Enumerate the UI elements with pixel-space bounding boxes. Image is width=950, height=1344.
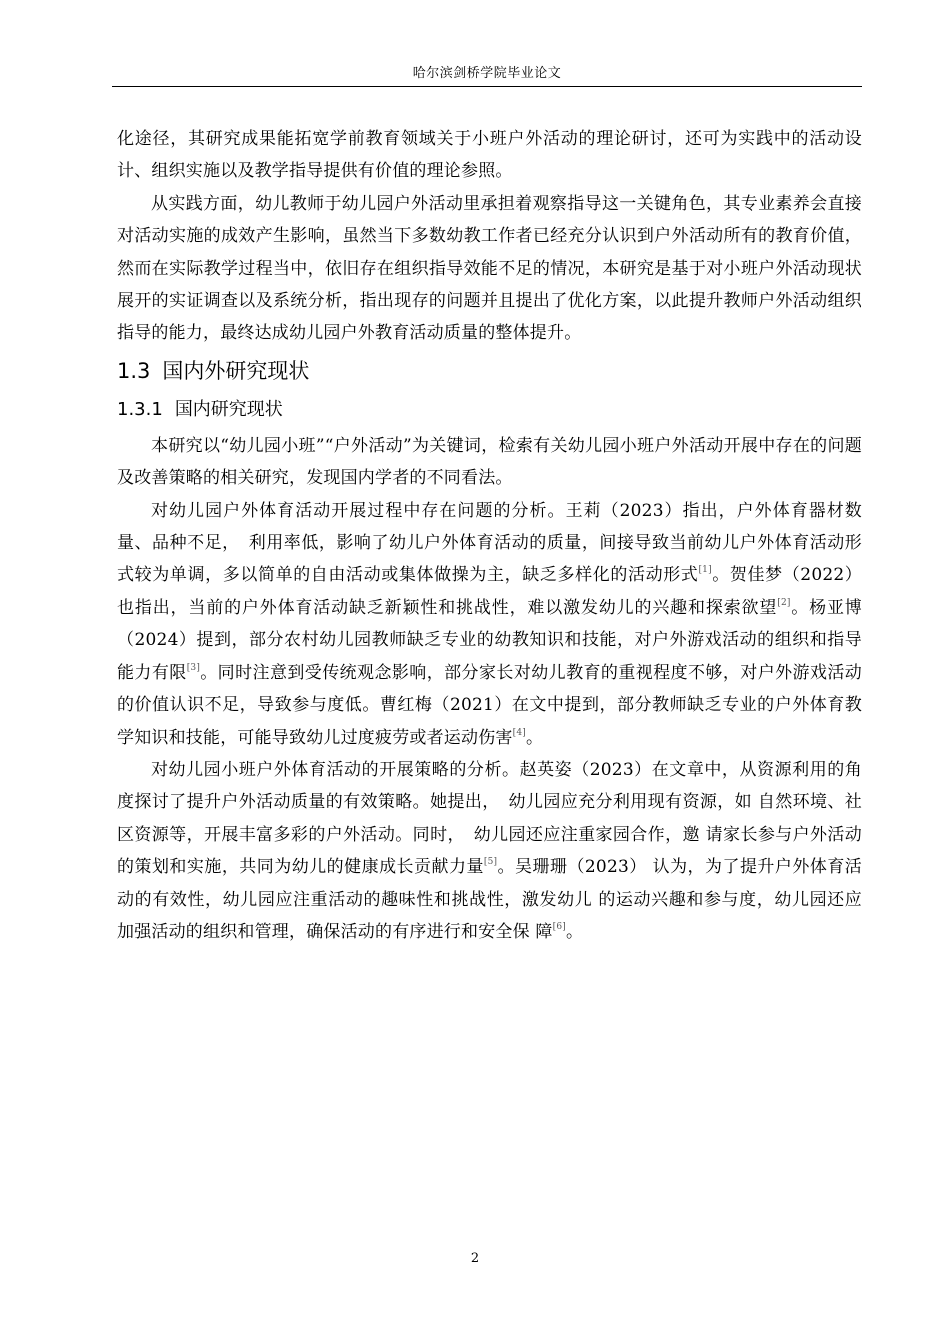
text-run: 。同时注意到受传统观念影响，部分家长对幼儿教育的重视程度不够，对户外游戏活动的价值认识不足，导致参与度低。曹红梅（2021）在文中提到，部分教师缺乏专业的户外体育教学知识和技能，可能导致幼儿过度疲劳或者运动伤害 bbox=[117, 662, 862, 748]
text-run: 。吴珊珊（2023） 认为，为了提升户外体育活动的有效性，幼儿园应注重活动的趣味性和挑战性，激发幼儿 的运动兴趣和参与度，幼儿园还应加强活动的组织和管理，确保活动的有序进行和安全保 障 bbox=[117, 857, 862, 942]
citation-ref[interactable]: [2] bbox=[777, 597, 791, 608]
text-run: 。贺佳梦（2022）也指出，当前的户外体育活动缺乏新颖性和挑战性，难以激发幼儿的兴趣和探索欲望 bbox=[117, 565, 862, 618]
text-run: 对幼儿园户外体育活动开展过程中存在问题的分析。王莉（2023）指出，户外体育器材数量、品种不足， 利用率低，影响了幼儿户外体育活动的质量，间接导致当前幼儿户外体育活动形式较为单调，多以简单的自由活动或集体做操为主，缺乏多样化的活动形式 bbox=[117, 500, 862, 586]
text-run: 。杨亚博（2024）提到，部分农村幼儿园教师缺乏专业的幼教知识和技能，对户外游戏活动的组织和指导能力有限 bbox=[117, 597, 862, 683]
citation-ref[interactable]: [3] bbox=[186, 662, 201, 673]
citation-ref[interactable]: [5] bbox=[483, 857, 498, 868]
citation-ref[interactable]: [1] bbox=[698, 565, 712, 576]
paragraph-problems bbox=[117, 495, 862, 754]
section-number: 1.3 bbox=[117, 358, 151, 383]
citation-ref[interactable]: [4] bbox=[512, 727, 526, 738]
citation-ref[interactable]: [6] bbox=[552, 921, 566, 932]
paragraph-practice: 从实践方面，幼儿教师于幼儿园户外活动里承担着观察指导这一关键角色，其专业素养会直接对活动实施的成效产生影响，虽然当下多数幼教工作者已经充分认识到户外活动所有的教育价值，然而在实际教学过程当中，依旧存在组织指导效能不足的情况，本研究是基于对小班户外活动现状展开的实证调查以及系统分析，指出现存的问题并且提出了优化方案，以此提升教师户外活动组织指导的能力，最终达成幼儿园户外教育活动质量的整体提升。 bbox=[117, 193, 862, 344]
section-title: 国内外研究现状 bbox=[162, 358, 310, 383]
running-header: 哈尔滨剑桥学院毕业论文 bbox=[412, 66, 562, 81]
subsection-heading-1-3-1 bbox=[117, 396, 862, 424]
subsection-number: 1.3.1 bbox=[117, 398, 163, 420]
paragraph-strategies bbox=[117, 754, 862, 948]
paragraph-method: 本研究以“幼儿园小班”“户外活动”为关键词，检索有关幼儿园小班户外活动开展中存在的问题及改善策略的相关研究，发现国内学者的不同看法。 bbox=[117, 435, 862, 489]
body-text bbox=[117, 123, 862, 948]
text-run: 。 bbox=[565, 921, 584, 942]
text-run: 。 bbox=[525, 727, 544, 748]
text-run: 对幼儿园小班户外体育活动的开展策略的分析。赵英姿（2023）在文章中，从资源利用的角度探讨了提升户外活动质量的有效策略。她提出， 幼儿园应充分利用现有资源，如 自然环境、社区资源等，开展丰富多彩的户外活动。同时， 幼儿园还应注重家园合作，邀 请家长参与户外活动的策划和实施，共同为幼儿的健康成长贡献力量 bbox=[117, 759, 862, 878]
section-heading-1-3 bbox=[117, 356, 862, 386]
page-number: 2 bbox=[470, 1251, 480, 1266]
header-divider bbox=[112, 86, 862, 87]
subsection-title: 国内研究现状 bbox=[174, 398, 283, 420]
paragraph-continuation: 化途径，其研究成果能拓宽学前教育领域关于小班户外活动的理论研讨，还可为实践中的活动设计、组织实施以及教学指导提供有价值的理论参照。 bbox=[117, 129, 862, 182]
